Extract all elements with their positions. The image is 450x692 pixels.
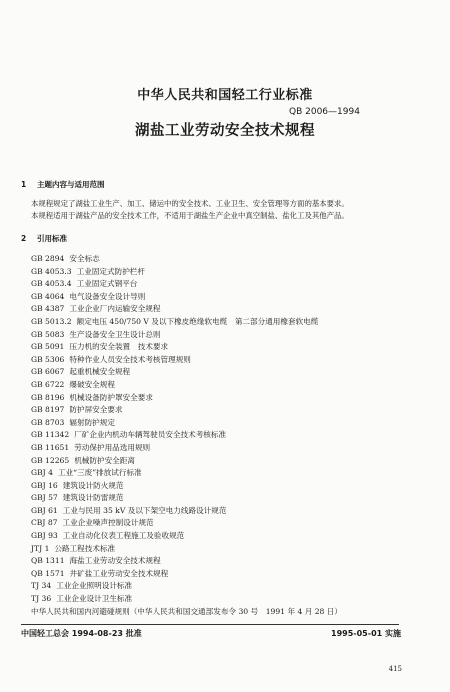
reference-title: 海盐工业劳动安全技术规程: [69, 556, 161, 566]
reference-item: [31, 467, 441, 480]
reference-code: GBJ 4: [31, 468, 53, 478]
reference-item: [31, 316, 441, 329]
reference-title: 工业企业噪声控制设计规范: [62, 518, 154, 528]
reference-code: QB 1571: [31, 568, 65, 578]
reference-code: GB 4053.4: [31, 279, 72, 289]
reference-item: [31, 392, 441, 405]
reference-title: 工业自动化仪表工程施工及验收规范: [62, 531, 185, 541]
reference-title: 电气设备安全设计导则: [69, 291, 146, 301]
section-1-paragraph: 本规程适用于湖盐产品的安全技术工作，不适用于湖盐生产企业中真空制盐、盐化工及其他产品。: [31, 211, 349, 220]
reference-code: GB 8196: [31, 392, 65, 402]
reference-title: 起重机械安全规程: [69, 367, 131, 377]
reference-title: 防护屏安全要求: [69, 405, 123, 415]
standard-number: QB 2006—1994: [289, 107, 360, 117]
reference-code: GB 5013.2: [31, 316, 72, 326]
reference-title: 额定电压 450/750 V 及以下橡皮绝缘软电缆 第二部分通用橡套软电缆: [76, 316, 319, 326]
reference-item: [31, 530, 441, 543]
reference-item: [31, 517, 441, 530]
reference-item: [31, 555, 441, 568]
reference-code: GB 4064: [31, 291, 65, 301]
reference-title: 建筑设计防火规范: [62, 480, 124, 490]
reference-code: TJ 36: [31, 594, 52, 604]
reference-item: [31, 266, 441, 279]
reference-code: GBJ 61: [31, 505, 58, 515]
reference-item: [31, 593, 441, 606]
reference-item: [31, 379, 441, 392]
reference-item: [31, 429, 441, 442]
reference-item: [31, 606, 441, 619]
reference-title: 机械防护安全距离: [74, 455, 135, 465]
reference-title: 建筑设计防雷规范: [62, 493, 124, 503]
reference-item: [31, 341, 441, 354]
reference-item: [31, 580, 441, 593]
reference-item: [31, 492, 441, 505]
reference-title: 压力机的安全装置 技术要求: [69, 342, 169, 352]
reference-code: QB 1311: [31, 556, 65, 566]
section-title: 引用标准: [37, 234, 67, 243]
reference-item: [31, 543, 441, 556]
reference-item: [31, 417, 441, 430]
reference-item: [31, 505, 441, 518]
reference-item: [31, 303, 441, 316]
reference-code: GB 11342: [31, 430, 70, 440]
reference-title: 工业固定式钢平台: [76, 279, 138, 289]
reference-title: 工业企业设计卫生标准: [56, 594, 133, 604]
reference-code: TJ 34: [31, 581, 52, 591]
reference-title: 爆破安全规程: [69, 379, 115, 389]
document-title: 湖盐工业劳动安全技术规程: [135, 123, 315, 139]
reference-item: [31, 278, 441, 291]
reference-title: 工业企业厂内运输安全规程: [69, 304, 161, 314]
section-1-heading: [21, 179, 105, 190]
page-number: 415: [388, 665, 402, 673]
reference-item: [31, 329, 441, 342]
reference-title: 生产设备安全卫生设计总则: [69, 329, 161, 339]
section-number: 1: [21, 180, 27, 189]
reference-title: 工业与民用 35 kV 及以下架空电力线路设计规范: [62, 505, 227, 515]
issuer-heading: 中华人民共和国轻工行业标准: [137, 88, 313, 103]
reference-item: [31, 480, 441, 493]
reference-title: 安全标志: [69, 254, 100, 263]
section-1-paragraph: 本规程规定了湖盐工业生产、加工、储运中的安全技术、工业卫生、安全管理等方面的基本要求。: [31, 199, 349, 208]
reference-code: GB 12265: [31, 455, 70, 465]
reference-code: GB 5306: [31, 354, 65, 364]
reference-title: 公路工程技术标准: [54, 543, 116, 553]
section-2-heading: [21, 233, 67, 244]
reference-item: [31, 291, 441, 304]
reference-code: JTJ 1: [31, 543, 50, 553]
reference-code: GB 8703: [31, 417, 65, 427]
reference-title: 工业企业照明设计标准: [56, 581, 133, 591]
reference-title: 工业固定式防护栏杆: [76, 266, 145, 276]
reference-item: [31, 455, 441, 468]
reference-item: [31, 253, 441, 266]
section-number: 2: [21, 234, 27, 243]
reference-code: GB 6067: [31, 367, 65, 377]
reference-list: [31, 253, 441, 618]
reference-title: 辐射防护规定: [69, 417, 115, 427]
reference-code: GBJ 57: [31, 493, 58, 503]
section-title: 主题内容与适用范围: [37, 180, 105, 189]
reference-item: [31, 568, 441, 581]
reference-code: GBJ 16: [31, 480, 58, 490]
reference-item: [31, 442, 441, 455]
implementation-date: 1995-05-01 实施: [331, 629, 401, 638]
reference-title: 工业“三废”排放试行标准: [57, 468, 142, 478]
reference-code: CBJ 87: [31, 518, 58, 528]
reference-item: [31, 404, 441, 417]
reference-code: GB 11651: [31, 442, 70, 452]
reference-code: GB 4387: [31, 304, 65, 314]
reference-item: [31, 366, 441, 379]
approval-note: 中国轻工总会 1994-08-23 批准: [21, 629, 142, 638]
reference-title: 机械设备防护罩安全要求: [69, 392, 153, 402]
reference-code: GB 2894: [31, 254, 65, 263]
reference-title: 厂矿企业内机动车辆驾驶员安全技术考核标准: [74, 430, 227, 440]
reference-title: 劳动保护用品选用规则: [74, 442, 151, 452]
reference-code: GBJ 93: [31, 531, 58, 541]
reference-code: GB 8197: [31, 405, 65, 415]
reference-title: 井矿盐工业劳动安全技术规程: [69, 568, 169, 578]
reference-title: 中华人民共和国内河避碰规则（中华人民共和国交通部发布令 30 号 1991 年 4 月 28 日）: [31, 606, 342, 616]
reference-code: GB 5091: [31, 342, 65, 352]
reference-code: GB 5083: [31, 329, 65, 339]
reference-title: 特种作业人员安全技术考核管理规则: [69, 354, 191, 364]
reference-code: GB 4053.3: [31, 266, 72, 276]
reference-code: GB 6722: [31, 379, 65, 389]
reference-item: [31, 354, 441, 367]
footer-divider: [21, 624, 399, 625]
